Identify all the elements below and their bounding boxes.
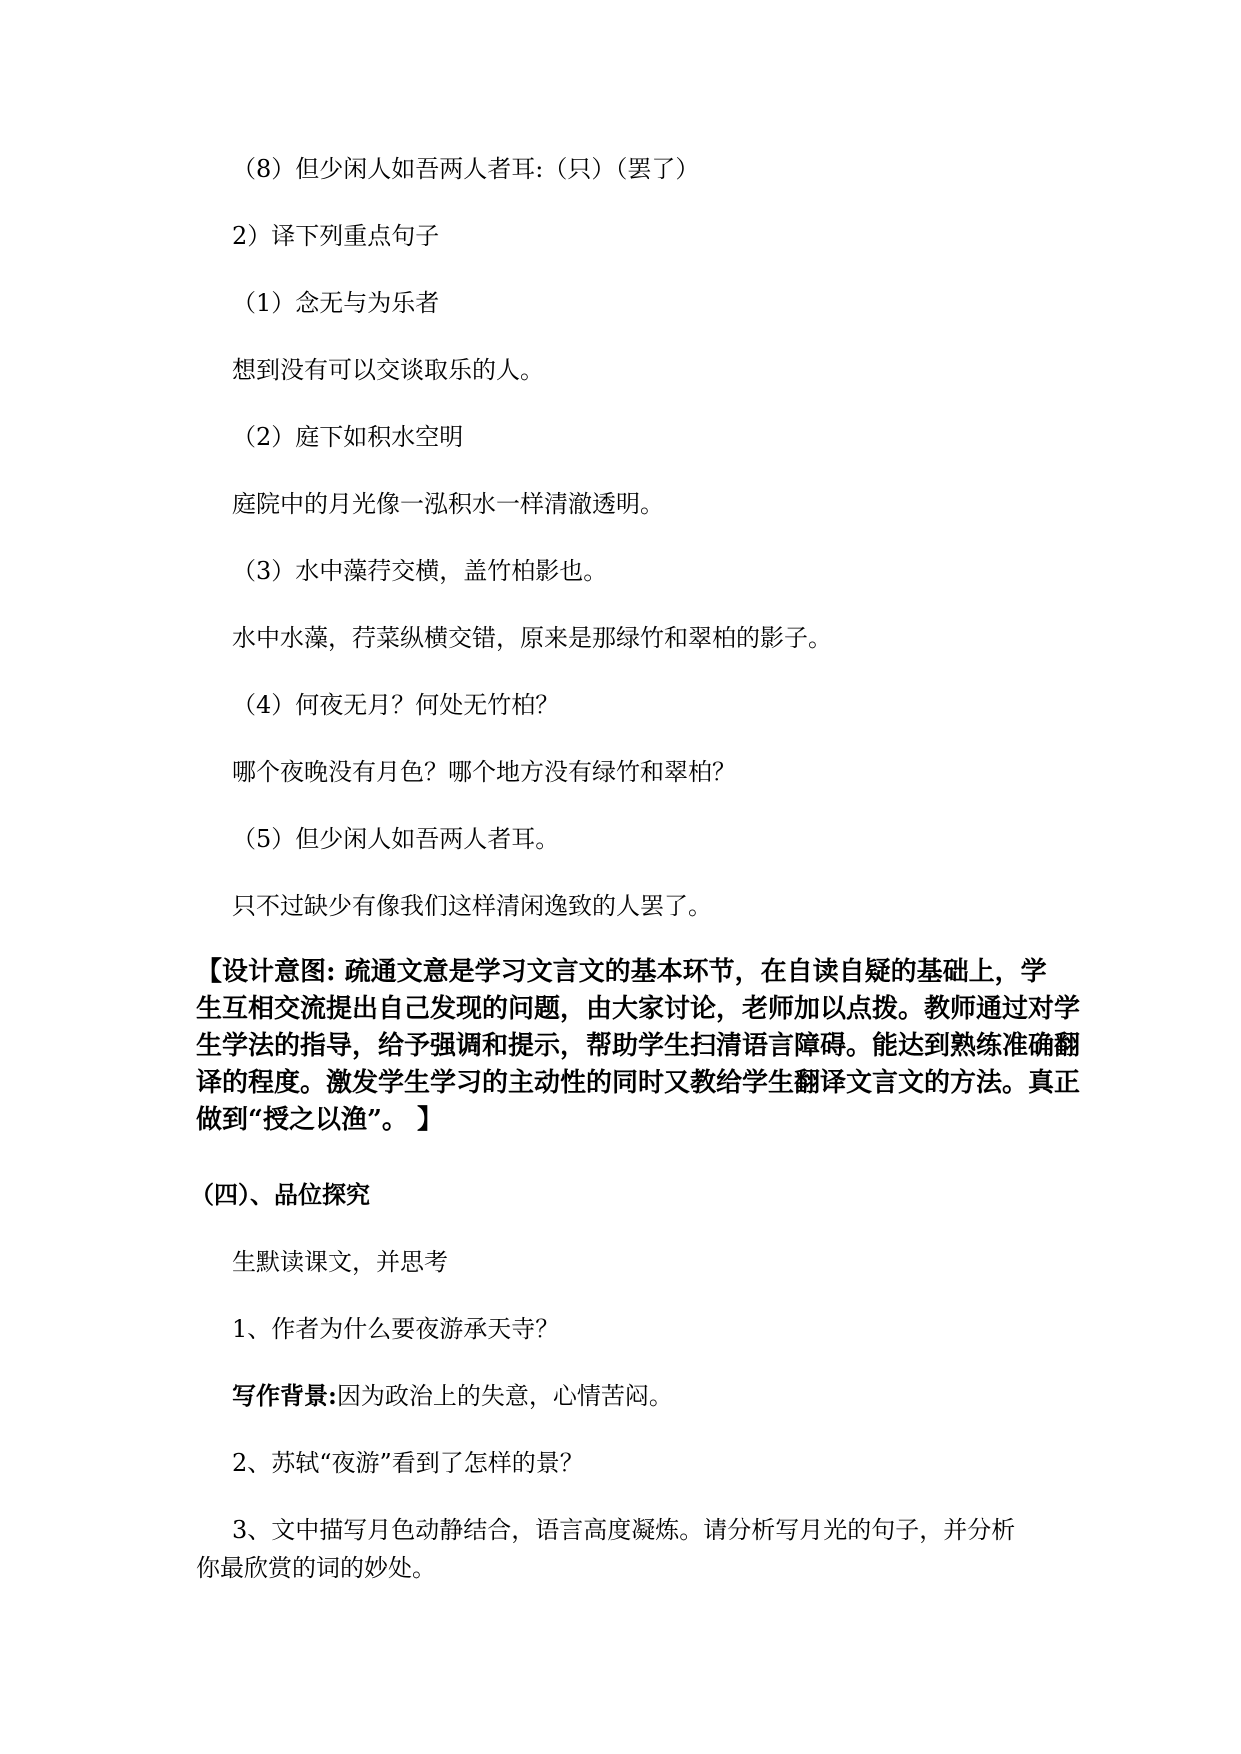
writing-background [232,1379,673,1413]
design-note-line: 译的程度。激发学生学习的主动性的同时又教给学生翻译文言文的方法。真正 [196,1068,1081,1098]
design-note-line: 做到“授之以渔”。 】 [196,1105,443,1135]
design-note-line: 【设计意图: 疏通文意是学习文言文的基本环节，在自读自疑的基础上，学 [196,957,1047,987]
question-3-line-2: 你最欣赏的词的妙处。 [196,1554,436,1582]
design-note-line: 生互相交流提出自己发现的问题，由大家讨论，老师加以点拨。教师通过对学 [196,994,1081,1024]
design-note-line: 生学法的指导，给予强调和提示，帮助学生扫清语言障碍。能达到熟练准确翻 [196,1031,1081,1061]
question-2: 2、苏轼“夜游”看到了怎样的景？ [232,1449,584,1477]
background-text: 因为政治上的失意，心情苦闷。 [336,1382,673,1410]
sentence-3: （3）水中藻荇交横，盖竹柏影也。 [232,557,608,585]
subsection-translate-heading: 2）译下列重点句子 [232,222,440,250]
translation-2: 庭院中的月光像一泓积水一样清澈透明。 [232,490,664,518]
question-3-line-1: 3、文中描写月色动静结合，语言高度凝炼。请分析写月光的句子，并分析 [232,1516,1016,1544]
translation-4: 哪个夜晚没有月色？哪个地方没有绿竹和翠柏？ [232,758,736,786]
translation-3: 水中水藻，荇菜纵横交错，原来是那绿竹和翠柏的影子。 [232,624,832,652]
sentence-2: （2）庭下如积水空明 [232,423,464,451]
translation-1: 想到没有可以交谈取乐的人。 [232,356,544,384]
sentence-5: （5）但少闲人如吾两人者耳。 [232,825,560,853]
sentence-1: （1）念无与为乐者 [232,289,440,317]
sentence-4: （4）何夜无月？何处无竹柏？ [232,691,560,719]
design-intent-note [196,954,1080,1139]
question-1: 1、作者为什么要夜游承天寺？ [232,1315,560,1343]
section-heading: （四）、品位探究 [190,1180,370,1209]
reading-instruction: 生默读课文，并思考 [232,1248,448,1276]
vocab-item-8: （8）但少闲人如吾两人者耳:（只）（罢了） [232,155,700,183]
translation-5: 只不过缺少有像我们这样清闲逸致的人罢了。 [232,892,712,920]
background-label: 写作背景: [232,1381,337,1410]
